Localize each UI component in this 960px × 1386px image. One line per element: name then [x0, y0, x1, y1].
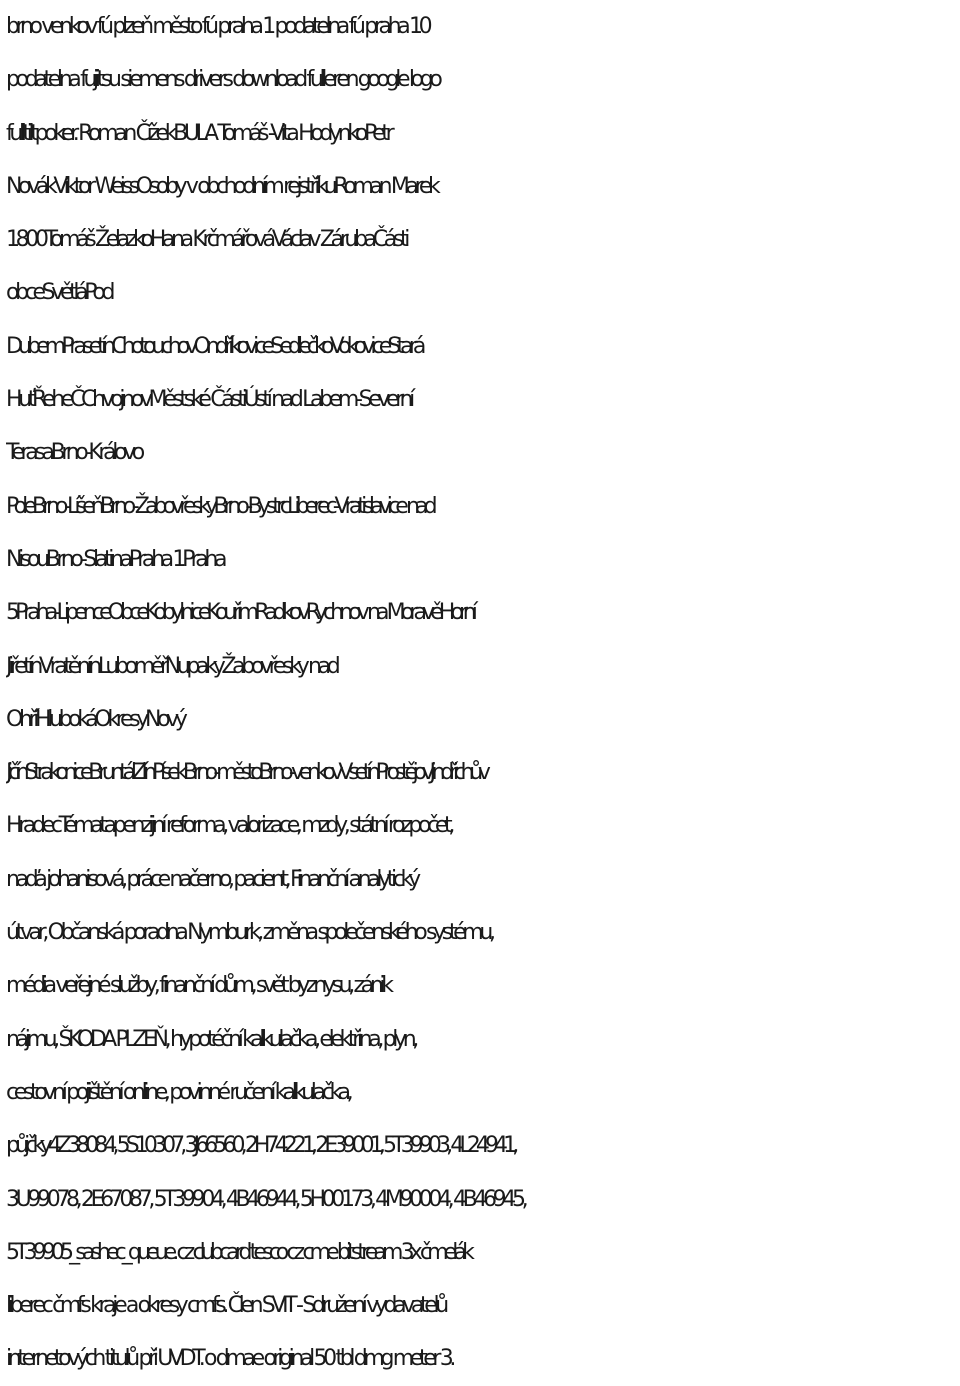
- text-line: podatelna fujitsu siemens drivers download fulleren google logo: [6, 67, 439, 93]
- document-body: [6, 0, 958, 1386]
- text-line: NovákViktor WeissOsoby v obchodním rejstříkuRoman Marek: [6, 173, 437, 199]
- text-line: HradecTématapenzijní reforma, valorizace, mzdy, státní rozpočet,: [6, 813, 451, 839]
- text-line: HuťŘeheČChvojnovMěstské ČástiÚstí nad Labem-Severní: [6, 387, 411, 413]
- text-line: brno venkov fú plzeň město fú praha 1 podatelna fú praha 10: [6, 14, 429, 39]
- text-line: internetových titulů při UVDT. o dmae original 50 tbl dmg meter 3.: [6, 1346, 453, 1372]
- text-line: cestovní pojištění online, povinné ručení kalkulačka,: [6, 1079, 350, 1105]
- text-line: 1800Tomáš ŽelazkoHana KrčmářováVáclav ZárubaČásti: [6, 227, 407, 253]
- text-line: JičínStrakoniceBruntálZlínPísekBrno-městoBrno-venkovVsetínProstějovJindřichův: [6, 760, 486, 786]
- text-line: naďa johanisová, práce načerno, pacient, Finanční analytický: [6, 866, 417, 892]
- text-line: obceSvětláPod: [6, 280, 112, 306]
- text-line: OhříHlubokáOkresyNový: [6, 706, 184, 732]
- text-line: půjčky4Z38084, 5S10307, 3J66560, 2H74221, 2E39001, 5T39903, 4L24941,: [6, 1133, 515, 1159]
- text-line: liberec čmfs kraje a okresy cmfs. Člen SVIT - Sdružení vydavatelů: [6, 1293, 445, 1319]
- text-line: 3U99078, 2E67087, 5T39904, 4B46944, 5H00173, 4M90004, 4B46945,: [6, 1186, 525, 1212]
- text-line: média veřejné služby, finanční dům, svět byznysu, zánik: [6, 973, 390, 999]
- text-line: 5Praha-LipenceObceKobylniceKouřimRadkovRychnov na MoravěHorní: [6, 600, 474, 626]
- text-line: JiřetínVratěnínLuboměřNupakyŽabovřesky nad: [6, 653, 337, 679]
- text-line: PoleBrno-LíšeňBrno-ŽabovřeskyBrno-BystrcLiberec-Vratislavice nad: [6, 493, 433, 519]
- text-line: 5T39905_sashec_queue. cz clubcard tesco cz cme bitstream 3x čmelák: [6, 1239, 470, 1265]
- text-line: fulltiltpoker. Roman ČížekBULA Tomáš -Vita HodynkoPetr: [6, 120, 391, 146]
- text-line: TerasaBrno-Královo: [6, 440, 141, 466]
- text-line: nájmu, ŠKODA PLZEŇ, hypotéční kalkulačka, elektřina, plyn,: [6, 1026, 415, 1052]
- text-line: útvar, Občanská poradna Nymburk, změna společenského systému,: [6, 920, 492, 946]
- text-line: NisouBrno-SlatinaPraha 1Praha: [6, 546, 224, 572]
- text-line: DubemPrasetínChotouchovOndříkoviceSedlečkoVokoviceStará: [6, 333, 422, 359]
